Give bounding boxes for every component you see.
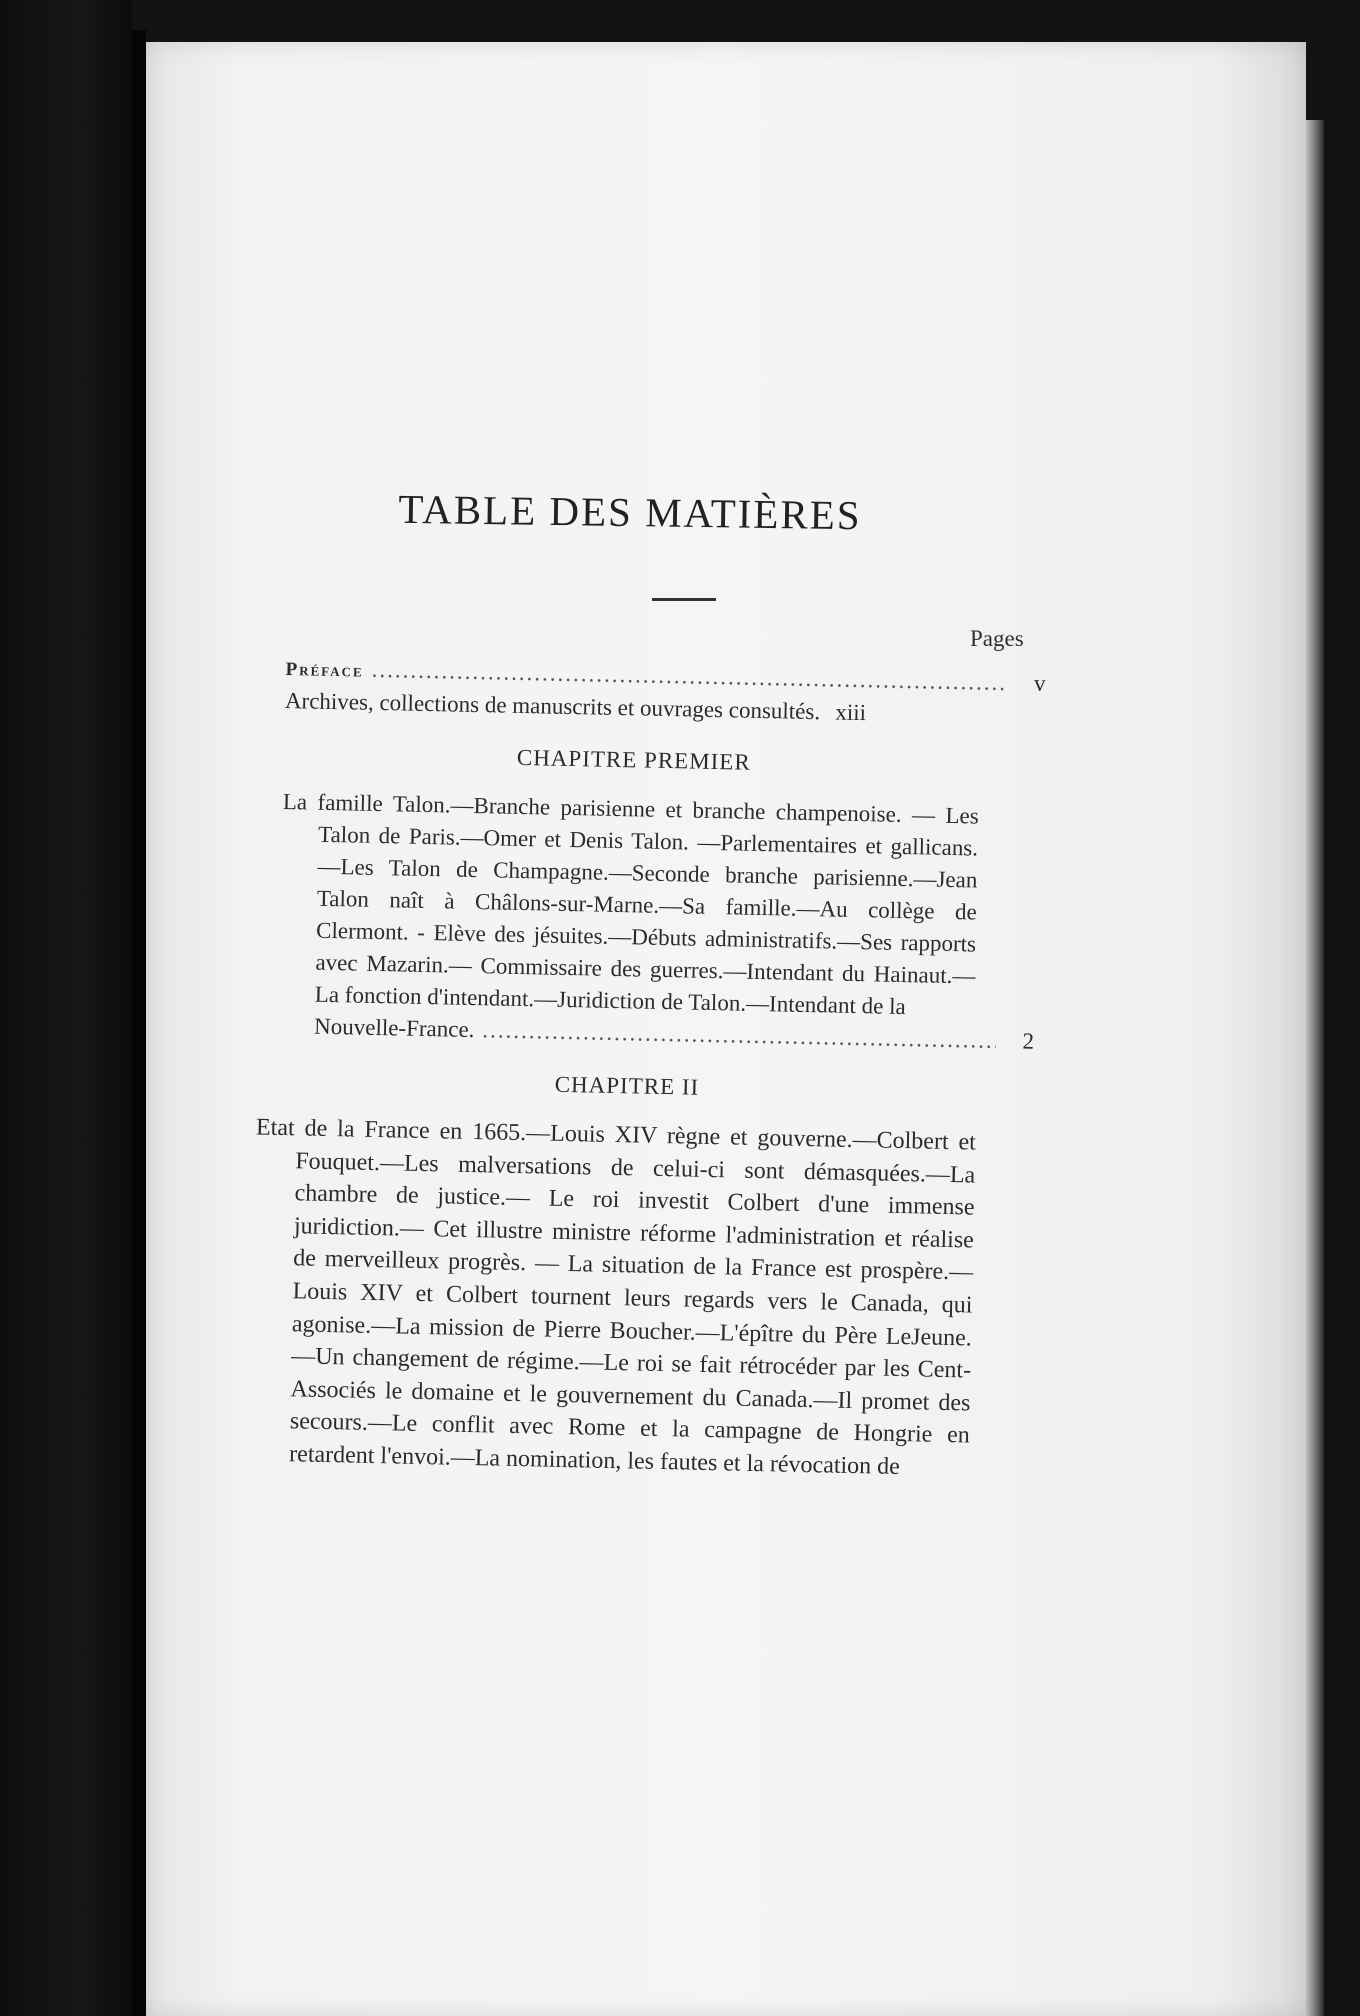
toc-entry-label: Archives, collections de manuscrits et ouvrages consultés. [284, 687, 821, 725]
book-gutter [132, 30, 146, 2016]
page-stack-edge [1306, 120, 1324, 2016]
chapter-summary-tail: Nouvelle-France. [313, 1013, 475, 1043]
page-title: TABLE DES MATIÈRES [398, 485, 862, 539]
chapter-summary-2: Etat de la France en 1665.—Louis XIV règne et gouverne.—Colbert et Fouquet.—Les malversations de celui-ci sont démasquées.—La chambre de justice.— Le roi investit Colbert d'une immense juridiction.— Cet illustre ministre réforme l'administration et réalise de merveilleux progrès. — La situation de la France est prospère.—Louis XIV et Colbert tournent leurs regards vers le Canada, qui agonise.—La mission de Pierre Boucher.—L'épître du Père LeJeune.—Un changement de régime.—Le roi se fait rétrocéder par les Cent-Associés le domaine et le gouvernement du Canada.—Il promet des secours.—Le conflit avec Rome et la campagne de Hongrie en retardent l'envoi.—La nomination, les fautes et la révocation de [255, 1114, 977, 1480]
toc-entry-label: Préface [285, 658, 364, 682]
toc-entry-page: v [1033, 670, 1046, 696]
toc-entry-page: xiii [835, 699, 867, 726]
pages-column-label: Pages [970, 626, 1024, 651]
title-rule [652, 598, 716, 601]
chapter-summary-1: La famille Talon.—Branche parisienne et branche champenoise. — Les Talon de Paris.—Omer et Denis Talon. —Parlementaires et gallicans.—Les Talon de Champagne.—Seconde branche parisienne.—Jean Talon naît à Châlons-sur-Marne.—Sa famille.—Au collège de Clermont. - Elève des jésuites.—Débuts administratifs.—Ses rapports avec Mazarin.— Commissaire des guerres.—Intendant du Hainaut.—La fonction d'intendant.—Juridiction de Talon.—Intendant de la [282, 788, 979, 1020]
chapter-page: 2 [1022, 1028, 1035, 1054]
chapter-heading-1: CHAPITRE PREMIER [516, 744, 751, 775]
facing-page-edge [0, 0, 132, 2016]
table-of-contents [255, 652, 1046, 1486]
chapter-heading-2: CHAPITRE II [554, 1071, 700, 1100]
